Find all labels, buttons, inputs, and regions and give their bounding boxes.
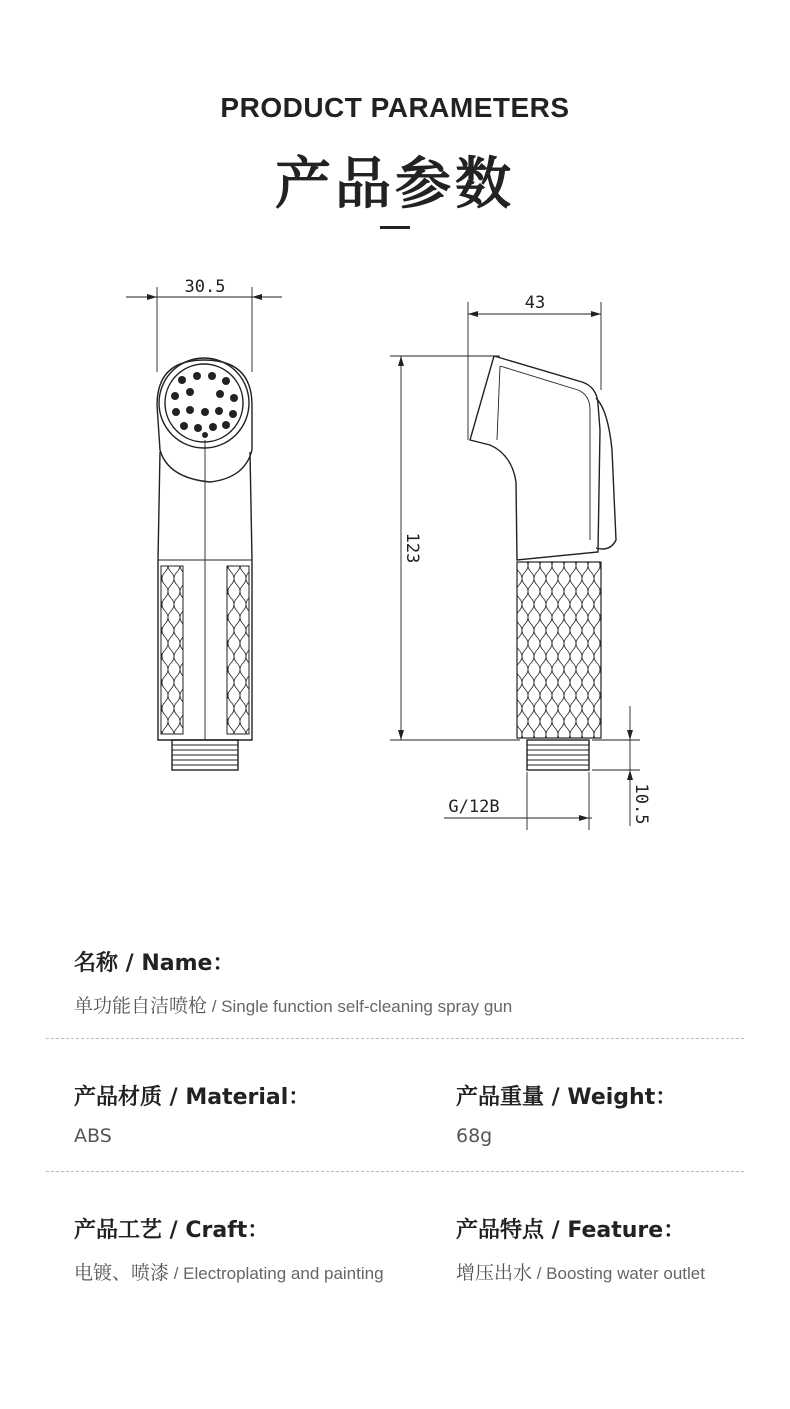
- param-weight-value: 68g: [456, 1125, 493, 1147]
- param-craft-value-cn: 电镀、喷漆: [74, 1262, 170, 1284]
- section-title-en: PRODUCT PARAMETERS: [220, 92, 570, 123]
- param-name-label: 名称 / Name：: [74, 951, 235, 976]
- param-name-value-en: / Single function self-cleaning spray gun: [207, 997, 513, 1016]
- param-feature: [456, 1213, 705, 1285]
- param-feature-value-cn: 增压出水: [456, 1262, 533, 1284]
- side-view: [390, 293, 651, 830]
- param-weight: [456, 1080, 677, 1147]
- param-craft-label: 产品工艺 / Craft：: [74, 1218, 270, 1243]
- param-name: [74, 946, 512, 1018]
- dim-front-width: 30.5: [184, 277, 226, 297]
- param-feature-label: 产品特点 / Feature：: [456, 1218, 686, 1243]
- param-material-label: 产品材质 / Material：: [74, 1085, 311, 1110]
- divider: [46, 1038, 744, 1039]
- param-feature-value-en: / Boosting water outlet: [532, 1264, 705, 1283]
- param-name-value-cn: 单功能自洁喷枪: [74, 995, 208, 1017]
- param-weight-label: 产品重量 / Weight：: [456, 1085, 678, 1110]
- section-title-cn: 产品参数: [275, 152, 515, 217]
- dim-side-width: 43: [524, 293, 546, 313]
- dim-height: 123: [402, 532, 422, 564]
- param-material: [74, 1080, 310, 1147]
- param-craft: [74, 1213, 384, 1285]
- param-feature-value: [456, 1258, 705, 1285]
- param-craft-value-en: / Electroplating and painting: [169, 1264, 384, 1283]
- divider: [46, 1171, 744, 1172]
- param-craft-value: [74, 1258, 384, 1285]
- front-view: [126, 277, 282, 770]
- dim-thread-length: 10.5: [631, 783, 651, 825]
- param-material-value: ABS: [74, 1125, 112, 1147]
- dim-thread: G/12B: [448, 797, 500, 817]
- param-name-value: [74, 991, 512, 1018]
